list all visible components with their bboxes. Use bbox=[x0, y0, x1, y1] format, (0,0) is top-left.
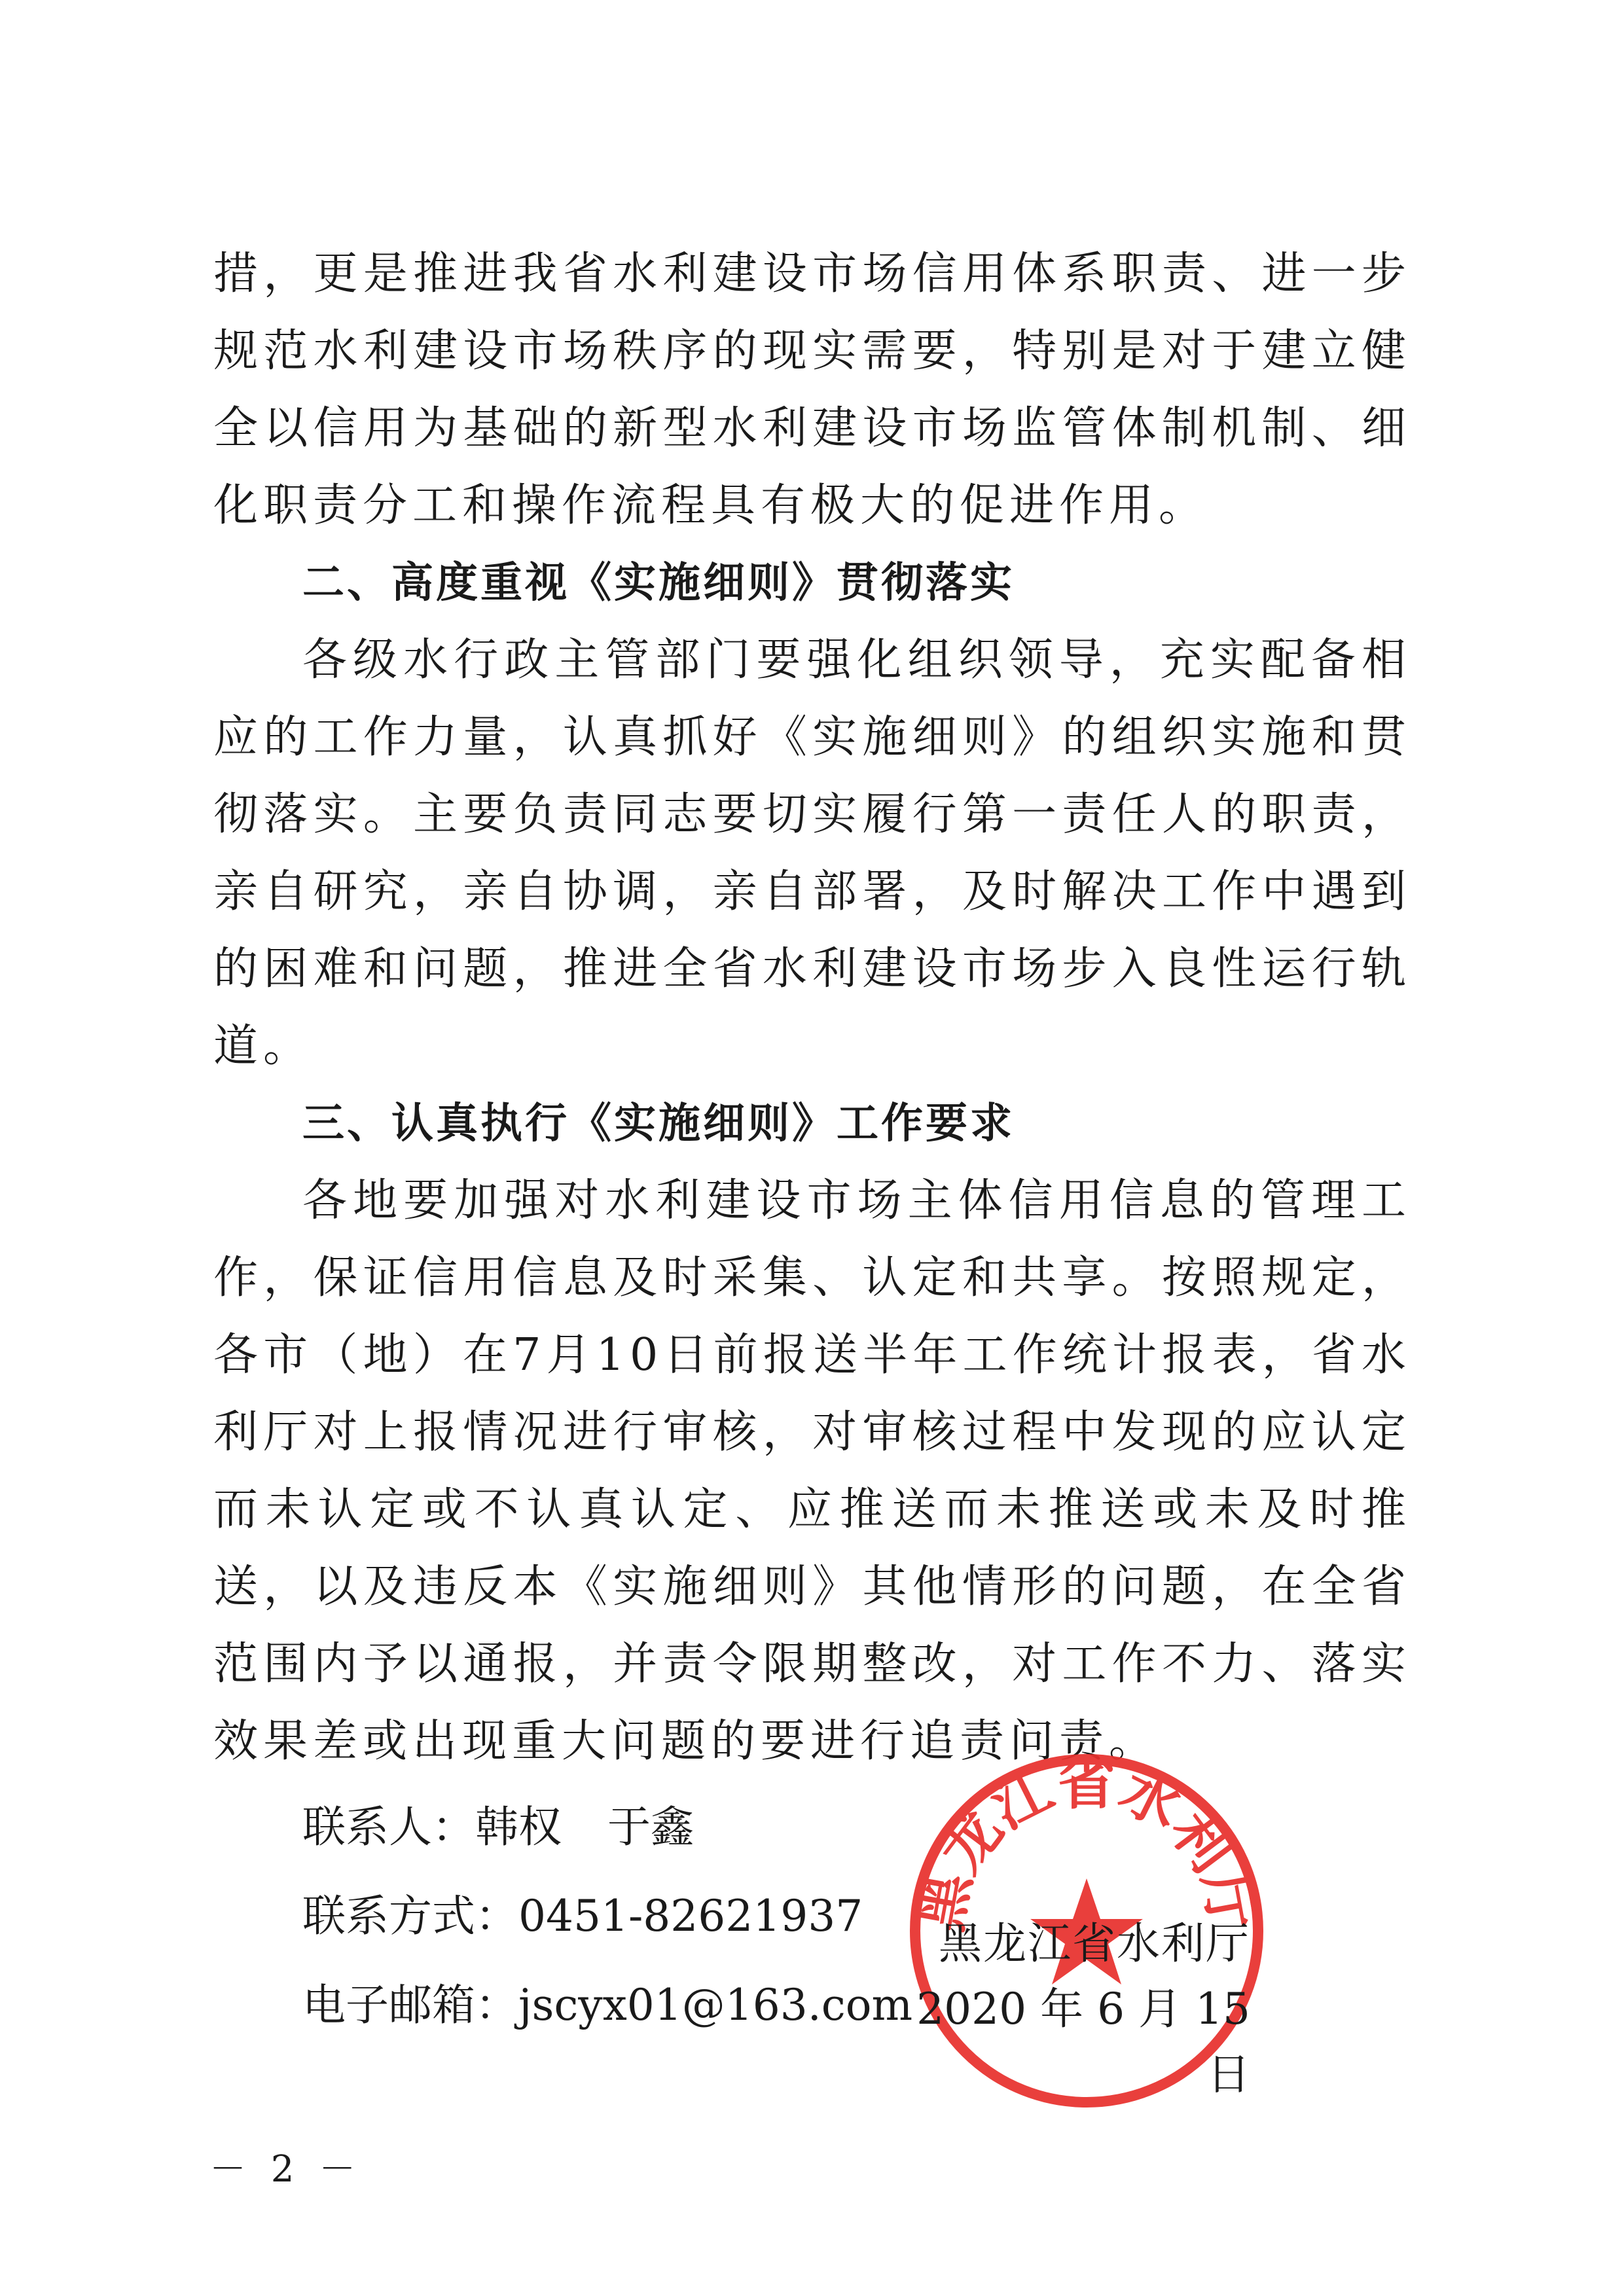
signature-date: 2020 年 6 月 15 日 bbox=[916, 1984, 1250, 2100]
signature-block bbox=[910, 1911, 1250, 2108]
paragraph-2: 各级水行政主管部门要强化组织领导，充实配备相应的工作力量，认真抓好《实施细则》的组织实施和贯彻落实。主要负责同志要切实履行第一责任人的职责，亲自研究，亲自协调，亲自部署，及时解决工作中遇到的困难和问题，推进全省水利建设市场步入良性运行轨道。 bbox=[213, 634, 1411, 1072]
signature-org: 黑龙江省水利厅 bbox=[939, 1918, 1250, 1969]
paragraph-3: 各地要加强对水利建设市场主体信用信息的管理工作，保证信用信息及时采集、认定和共享。按照规定，各市（地）在7月10日前报送半年工作统计报表，省水利厅对上报情况进行审核，对审核过程中发现的应认定而未认定或不认真认定、应推送而未推送或未及时推送，以及违反本《实施细则》其他情形的问题，在全省范围内予以通报，并责令限期整改，对工作不力、落实效果差或出现重大问题的要进行追责问责。 bbox=[213, 1175, 1411, 1767]
page-number: － 2 － bbox=[209, 2148, 363, 2191]
section-heading-3: 三、认真执行《实施细则》工作要求 bbox=[302, 1100, 1015, 1148]
contact-email-label: 电子邮箱： bbox=[302, 1980, 518, 2030]
contact-person-1: 韩权 bbox=[475, 1802, 562, 1852]
contact-person-2: 于鑫 bbox=[607, 1802, 694, 1852]
paragraph-1: 措，更是推进我省水利建设市场信用体系职责、进一步规范水利建设市场秩序的现实需要，特别是对于建立健全以信用为基础的新型水利建设市场监管体制机制、细化职责分工和操作流程具有极大的促进作用。 bbox=[213, 248, 1411, 531]
contact-email-value: jscyx01@163.com bbox=[518, 1980, 913, 2030]
contact-phone-label: 联系方式： bbox=[302, 1891, 518, 1941]
contact-person-label: 联系人： bbox=[302, 1802, 475, 1852]
contact-phone-value: 0451-82621937 bbox=[518, 1891, 863, 1941]
section-heading-2: 二、高度重视《实施细则》贯彻落实 bbox=[302, 559, 1015, 607]
seal-text: 黑龙江省水利厅 bbox=[906, 1749, 1267, 1937]
